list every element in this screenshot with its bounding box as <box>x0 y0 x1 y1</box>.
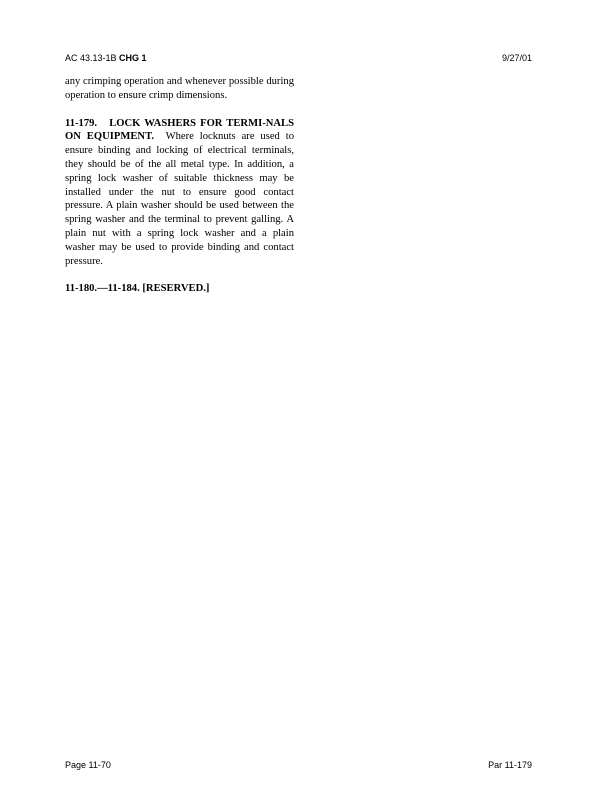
continued-paragraph: any crimping operation and whenever possible during operation to ensure crimp dimensions. <box>65 76 294 101</box>
doc-id-text: AC 43.13-1B <box>65 53 117 63</box>
header-date: 9/27/01 <box>501 53 532 63</box>
section-body-text: Where locknuts are used to ensure binding and locking of electrical terminals, they should be of the all metal type. In addition, a spring lock washer of suitable thickness may be installed under the nut to ensure good contact pressure. A plain washer should be used between the spring washer and the terminal to prevent galling. A plain nut with a spring lock washer and a plain washer may be used to provide binding and contact pressure. <box>65 131 295 267</box>
header-document-id <box>65 53 147 63</box>
change-label: CHG 1 <box>119 53 147 63</box>
text-column <box>65 75 294 296</box>
footer-paragraph-ref: Par 11-179 <box>488 760 532 770</box>
section-title: LOCK WASHERS FOR TERMI-NALS ON EQUIPMENT. <box>65 117 294 143</box>
section-11-179 <box>65 117 294 269</box>
footer-page-number: Page 11-70 <box>65 760 111 770</box>
reserved-sections: 11-180.—11-184. [RESERVED.] <box>65 283 210 295</box>
section-number: 11-179. <box>65 117 98 129</box>
